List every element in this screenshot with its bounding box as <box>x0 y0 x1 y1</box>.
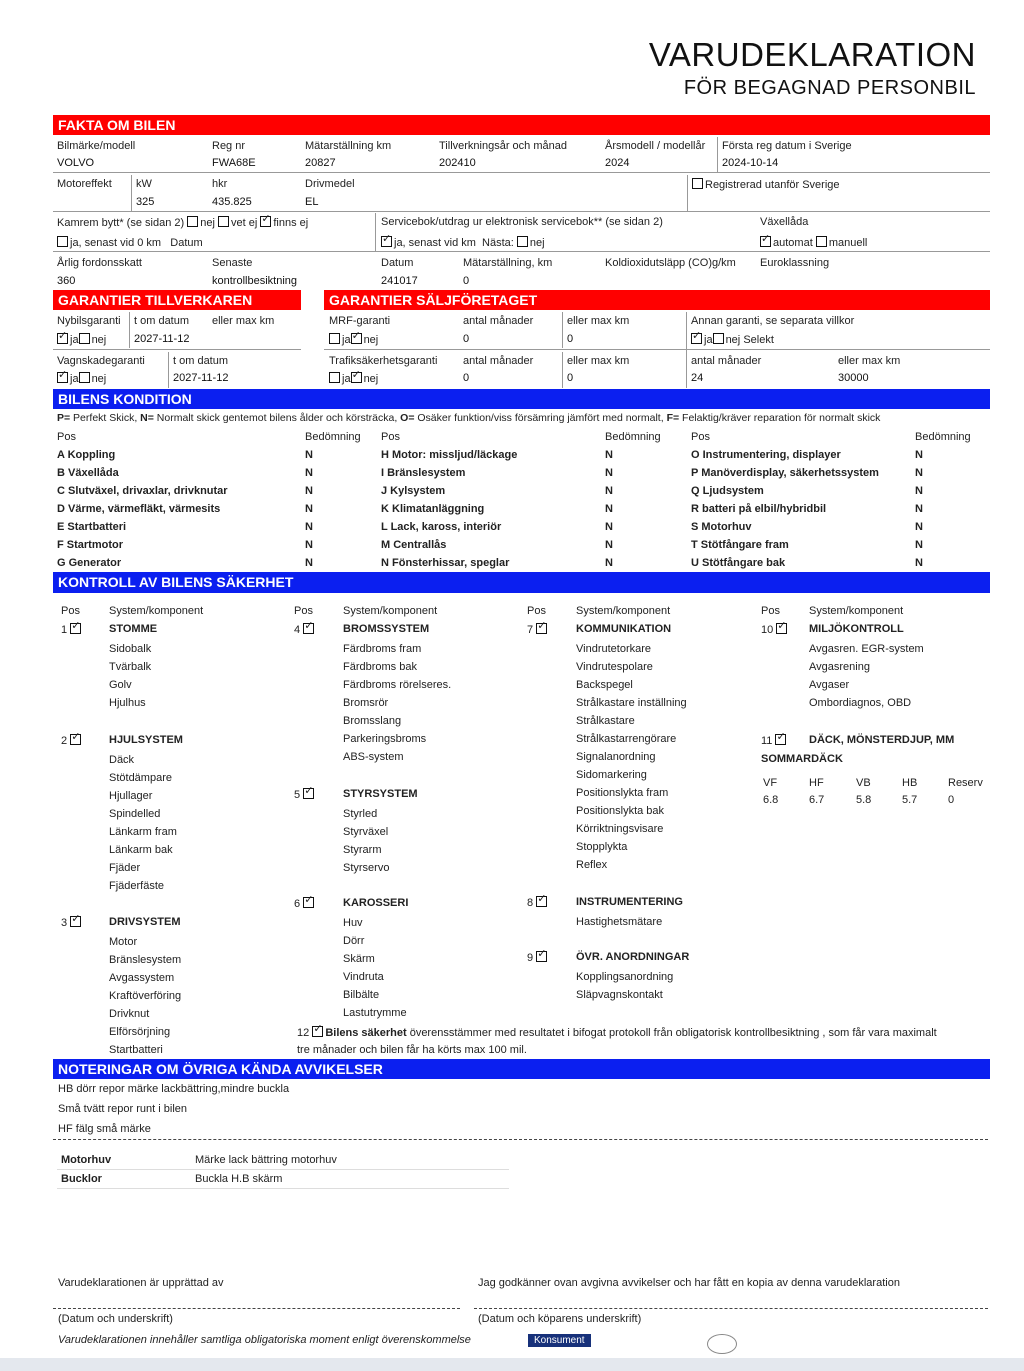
sakerhet-component: Hjulhus <box>109 697 146 709</box>
sakerhet-system-title: BROMSSYSTEM <box>343 623 430 635</box>
sakerhet-component: Backspegel <box>576 679 633 691</box>
sakerhet-component: Färdbroms rörelseres. <box>343 679 452 691</box>
kondition-item: P Manöverdisplay, säkerhetssystem <box>691 467 879 479</box>
notering-table-label-1: Motorhuv <box>61 1154 112 1166</box>
kondition-grade: N <box>305 449 313 461</box>
servicebok-nej-checkbox[interactable] <box>517 236 528 247</box>
sakerhet-sys-label: System/komponent <box>809 605 904 617</box>
kondition-item: H Motor: missljud/läckage <box>381 449 518 461</box>
mrf-nej-checkbox[interactable] <box>351 333 362 344</box>
sakerhet-pos-label: Pos <box>294 605 313 617</box>
kondition-grade: N <box>305 557 313 569</box>
tyre-col-label: VF <box>763 777 778 789</box>
kondition-legend: P= Perfekt Skick, N= Normalt skick gentemot bilens ålder och körsträcka, O= Osäker funktion/viss försämring jämfört med normalt, F= Felaktig/kräver reparation för normalt skick <box>57 412 881 424</box>
sakerhet-component: Drivknut <box>109 1008 150 1020</box>
kondition-item: J Kylsystem <box>381 485 446 497</box>
system-number: 7 <box>527 624 537 636</box>
label-annan-antal: antal månader <box>691 355 762 367</box>
kondition-item: F Startmotor <box>57 539 123 551</box>
kondition-item: M Centrallås <box>381 539 447 551</box>
kondition-item: O Instrumentering, displayer <box>691 449 841 461</box>
footer-sign-seller: (Datum och underskrift) <box>58 1313 173 1325</box>
sakerhet-component: Motor <box>109 936 138 948</box>
value-mrf-man: 0 <box>463 333 470 345</box>
sakerhet-component: Länkarm bak <box>109 844 173 856</box>
system-number: 6 <box>294 898 304 910</box>
sakerhet-component: Körriktningsvisare <box>576 823 664 835</box>
vagn-ja-nej: ✓ja nej <box>57 372 106 385</box>
sakerhet-component: Bränslesystem <box>109 954 182 966</box>
kondition-item: K Klimatanläggning <box>381 503 485 515</box>
sakerhet-component: Hjullager <box>109 790 153 802</box>
sakerhet-component: Skärm <box>343 953 375 965</box>
sakerhet-pos-label: Pos <box>527 605 546 617</box>
kondition-grade: N <box>605 467 613 479</box>
servicebok-row: ✓ja, senast vid km Nästa: nej <box>381 236 545 249</box>
system-checkbox[interactable] <box>776 623 787 634</box>
sakerhet-component: Kopplingsanordning <box>576 971 674 983</box>
system-checkbox[interactable] <box>303 897 314 908</box>
kondition-grade: N <box>605 449 613 461</box>
sakerhet-component: Styrarm <box>343 844 382 856</box>
kond-pos-1: Pos <box>57 431 76 443</box>
nybil-ja-checkbox[interactable] <box>57 333 68 344</box>
label-vagn-t-om: t om datum <box>173 355 229 367</box>
tyre-col-label: VB <box>856 777 871 789</box>
label-besikt-datum: Datum <box>381 257 414 269</box>
kondition-grade: N <box>915 503 923 515</box>
value-tillv: 202410 <box>439 157 476 169</box>
label-tillv: Tillverkningsår och månad <box>439 140 567 152</box>
kondition-grade: N <box>305 467 313 479</box>
trafik-ja-nej: ja✓ nej <box>329 372 378 385</box>
sakerhet-system-title: HJULSYSTEM <box>109 734 183 746</box>
kondition-item: D Värme, värmefläkt, värmesits <box>57 503 221 515</box>
footer-upprattad: Varudeklarationen är upprättad av <box>58 1277 224 1289</box>
sakerhet-component: Färdbroms fram <box>343 643 422 655</box>
label-motoreffekt: Motoreffekt <box>57 178 112 190</box>
sakerhet-component: Styrväxel <box>343 826 389 838</box>
system-checkbox[interactable] <box>70 916 81 927</box>
sakerhet-component: Stötdämpare <box>109 772 172 784</box>
kamrem-row: Kamrem bytt* (se sidan 2) nej vet ej ✓ finns ej <box>57 216 308 229</box>
value-trafik-km: 0 <box>567 372 574 384</box>
sakerhet-component: Styrled <box>343 808 378 820</box>
label-matar: Mätarställning km <box>305 140 392 152</box>
sakerhet-component: Stopplykta <box>576 841 628 853</box>
label-drivmedel: Drivmedel <box>305 178 355 190</box>
kondition-grade: N <box>605 539 613 551</box>
tyre-col-value: 0 <box>948 794 955 806</box>
trafik-nej-checkbox[interactable] <box>351 372 362 383</box>
sakerhet-system-title: STOMME <box>109 623 158 635</box>
footer-godkanner: Jag godkänner ovan avgivna avvikelser och har fått en kopia av denna varudeklaration <box>478 1277 900 1289</box>
sakerhet-component: Elförsörjning <box>109 1026 171 1038</box>
kondition-grade: N <box>915 485 923 497</box>
kondition-item: Q Ljudsystem <box>691 485 764 497</box>
value-matar: 20827 <box>305 157 336 169</box>
label-co2: Koldioxidutsläpp (CO)g/km <box>605 257 736 269</box>
section-sakerhet-heading: KONTROLL AV BILENS SÄKERHET <box>53 572 990 593</box>
kond-pos-2: Pos <box>381 431 400 443</box>
system-checkbox[interactable] <box>536 623 547 634</box>
value-fordonsskatt: 360 <box>57 275 76 287</box>
label-nybil-max-km: eller max km <box>212 315 275 327</box>
sakerhet-system-title: KOMMUNIKATION <box>576 623 672 635</box>
value-kw: 325 <box>136 196 155 208</box>
sakerhet-component: Huv <box>343 917 363 929</box>
tyre-col-value: 6.8 <box>763 794 779 806</box>
page-title: VARUDEKLARATION <box>648 36 976 73</box>
system-number: 3 <box>61 917 71 929</box>
sakerhet-system-number <box>761 623 789 636</box>
sakerhet-system-number <box>294 788 316 801</box>
kondition-item: L Lack, kaross, interiör <box>381 521 502 533</box>
sakerhet-component: Bilbälte <box>343 989 380 1001</box>
sakerhet-system-title: DÄCK, MÖNSTERDJUP, MM <box>809 734 955 746</box>
section-garantier-tillv-heading: GARANTIER TILLVERKAREN <box>53 290 301 310</box>
label-mrf: MRF-garanti <box>329 315 391 327</box>
sakerhet-system-number <box>294 897 316 910</box>
reg-utanfor-checkbox[interactable]: Registrerad utanför Sverige <box>692 178 840 191</box>
sakerhet-component: Ombordiagnos, OBD <box>809 697 912 709</box>
sakerhet-system-number <box>761 734 788 747</box>
value-kontrollbes: kontrollbesiktning <box>212 275 297 287</box>
nybil-nej-checkbox[interactable] <box>79 333 90 344</box>
section-fakta-heading: FAKTA OM BILEN <box>53 115 990 135</box>
label-regnr: Reg nr <box>212 140 246 152</box>
sakerhet-component: Sidobalk <box>109 643 152 655</box>
tyre-col-label: HB <box>902 777 918 789</box>
sakerhet-component: Kraftöverföring <box>109 990 182 1002</box>
value-besikt-matar: 0 <box>463 275 470 287</box>
sakerhet-component: Länkarm fram <box>109 826 177 838</box>
label-besikt-matar: Mätarställning, km <box>463 257 553 269</box>
sakerhet-system-title: INSTRUMENTERING <box>576 896 683 908</box>
sakerhet-component: Vindruta <box>343 971 384 983</box>
label-annan-garanti: Annan garanti, se separata villkor <box>691 315 855 327</box>
sakerhet-component: Parkeringsbroms <box>343 733 427 745</box>
label-annan-max-km: eller max km <box>838 355 901 367</box>
label-vaxellada: Växellåda <box>760 216 809 228</box>
kondition-item: E Startbatteri <box>57 521 127 533</box>
label-senaste: Senaste <box>212 257 253 269</box>
tyre-col-label: Reserv <box>948 777 983 789</box>
sakerhet-component: Färdbroms bak <box>343 661 417 673</box>
sakerhet-system-number <box>527 951 549 964</box>
sakerhet-system-number <box>527 623 549 636</box>
mrf-ja-checkbox[interactable] <box>329 333 340 344</box>
system-checkbox[interactable] <box>775 734 786 745</box>
annan-nej-checkbox[interactable] <box>713 333 724 344</box>
sakerhet-component: Vindrutespolare <box>576 661 653 673</box>
system-number: 2 <box>61 735 71 747</box>
system-checkbox[interactable] <box>536 896 547 907</box>
sakerhet-12-text2: tre månader och bilen får ha körts max 100 mil. <box>297 1044 527 1056</box>
kondition-grade: N <box>915 539 923 551</box>
sakerhet-12-checkbox[interactable] <box>312 1026 323 1037</box>
system-checkbox[interactable] <box>70 623 81 634</box>
label-hkr: hkr <box>212 178 228 190</box>
value-annan-km: 30000 <box>838 372 869 384</box>
sakerhet-component: Signalanordning <box>576 751 656 763</box>
sakerhet-component: Avgasren. EGR-system <box>809 643 924 655</box>
system-number: 9 <box>527 952 537 964</box>
sakerhet-system-title: KAROSSERI <box>343 897 409 909</box>
sakerhet-component: Startbatteri <box>109 1044 163 1056</box>
sakerhet-component: Reflex <box>576 859 608 871</box>
sakerhet-component: Avgasrening <box>809 661 870 673</box>
kondition-item: U Stötfångare bak <box>691 557 786 569</box>
tyre-subtitle: SOMMARDÄCK <box>761 753 843 765</box>
kondition-item: C Slutväxel, drivaxlar, drivknutar <box>57 485 228 497</box>
tyre-col-label: HF <box>809 777 824 789</box>
kondition-item: I Bränslesystem <box>381 467 466 479</box>
trafik-ja-checkbox[interactable] <box>329 372 340 383</box>
kondition-item: R batteri på elbil/hybridbil <box>691 503 827 515</box>
kondition-item: S Motorhuv <box>691 521 752 533</box>
kondition-item: B Växellåda <box>57 467 119 479</box>
kamrem-nej-checkbox[interactable] <box>187 216 198 227</box>
system-number: 5 <box>294 789 304 801</box>
kondition-grade: N <box>605 485 613 497</box>
sakerhet-component: Släpvagnskontakt <box>576 989 663 1001</box>
section-kondition-heading: BILENS KONDITION <box>53 389 990 409</box>
sakerhet-system-title: DRIVSYSTEM <box>109 916 181 928</box>
sakerhet-component: Dörr <box>343 935 365 947</box>
sakerhet-sys-label: System/komponent <box>343 605 438 617</box>
sakerhet-pos-label: Pos <box>761 605 780 617</box>
seal-icon <box>707 1334 737 1354</box>
kondition-grade: N <box>915 521 923 533</box>
kamrem-finns-ej-checkbox[interactable] <box>260 216 271 227</box>
system-checkbox[interactable] <box>303 788 314 799</box>
servicebok-ja-checkbox[interactable] <box>381 236 392 247</box>
value-hkr: 435.825 <box>212 196 252 208</box>
value-arsmodell: 2024 <box>605 157 630 169</box>
value-bilmarke: VOLVO <box>57 157 95 169</box>
vagn-nej-checkbox[interactable] <box>79 372 90 383</box>
kondition-grade: N <box>605 557 613 569</box>
system-checkbox[interactable] <box>70 734 81 745</box>
label-trafik-max-km: eller max km <box>567 355 630 367</box>
value-drivmedel: EL <box>305 196 319 208</box>
label-bilmarke: Bilmärke/modell <box>57 140 136 152</box>
kondition-grade: N <box>305 539 313 551</box>
system-number: 8 <box>527 897 537 909</box>
system-checkbox[interactable] <box>303 623 314 634</box>
kondition-grade: N <box>915 449 923 461</box>
value-forsta-reg: 2024-10-14 <box>722 157 779 169</box>
notering-table-text-1: Märke lack bättring motorhuv <box>195 1154 337 1166</box>
section-garantier-salj-heading: GARANTIER SÄLJFÖRETAGET <box>324 290 990 310</box>
kondition-grade: N <box>915 557 923 569</box>
sakerhet-component: Hastighetsmätare <box>576 916 663 928</box>
tyre-col-value: 6.7 <box>809 794 825 806</box>
kond-bed-2: Bedömning <box>605 431 661 443</box>
label-kw: kW <box>136 178 152 190</box>
kondition-grade: N <box>605 521 613 533</box>
system-checkbox[interactable] <box>536 951 547 962</box>
kondition-grade: N <box>305 485 313 497</box>
mrf-ja-nej: ja✓ nej <box>329 333 378 346</box>
label-nybil-t-om: t om datum <box>134 315 190 327</box>
label-euro: Euroklassning <box>760 257 830 269</box>
tyre-col-value: 5.7 <box>902 794 918 806</box>
system-number: 4 <box>294 624 304 636</box>
sakerhet-component: Positionslykta fram <box>576 787 669 799</box>
kondition-item: T Stötfångare fram <box>691 539 789 551</box>
sakerhet-component: Fjäder <box>109 862 141 874</box>
sakerhet-component: Lastutrymme <box>343 1007 407 1019</box>
sakerhet-component: Strålkastare inställning <box>576 697 687 709</box>
notering-table-text-2: Buckla H.B skärm <box>195 1173 283 1185</box>
bottom-toolbar <box>0 1358 1024 1371</box>
notering-line-1: HB dörr repor märke lackbättring,mindre buckla <box>58 1083 290 1095</box>
value-regnr: FWA68E <box>212 157 256 169</box>
system-number: 11 <box>761 735 776 747</box>
sakerhet-system-number <box>61 623 83 636</box>
sakerhet-system-number <box>294 623 316 636</box>
value-besikt-datum: 241017 <box>381 275 418 287</box>
value-nybil-date: 2027-11-12 <box>134 333 190 345</box>
sakerhet-component: Strålkastarrengörare <box>576 733 677 745</box>
label-trafik: Trafiksäkerhetsgaranti <box>329 355 438 367</box>
sakerhet-component: Spindelled <box>109 808 161 820</box>
notering-table-label-2: Bucklor <box>61 1173 102 1185</box>
sakerhet-component: Fjäderfäste <box>109 880 165 892</box>
sakerhet-component: Bromsslang <box>343 715 402 727</box>
label-arsmodell: Årsmodell / modellår <box>605 140 706 152</box>
label-vagnskadegaranti: Vagnskadegaranti <box>57 355 145 367</box>
nybil-ja-nej: ✓ja nej <box>57 333 106 346</box>
value-annan-man: 24 <box>691 372 704 384</box>
kondition-item: A Koppling <box>57 449 116 461</box>
label-nybilsgaranti: Nybilsgaranti <box>57 315 121 327</box>
kondition-grade: N <box>305 521 313 533</box>
sakerhet-pos-label: Pos <box>61 605 80 617</box>
tyre-col-value: 5.8 <box>856 794 872 806</box>
label-servicebok: Servicebok/utdrag ur elektronisk servicebok** (se sidan 2) <box>381 216 663 228</box>
kondition-grade: N <box>605 503 613 515</box>
sakerhet-component: Bromsrör <box>343 697 389 709</box>
sakerhet-system-number <box>61 734 83 747</box>
sakerhet-component: Däck <box>109 754 135 766</box>
kamrem-vet-ej-checkbox[interactable] <box>218 216 229 227</box>
kondition-item: G Generator <box>57 557 122 569</box>
sakerhet-12-row: 12 ✓ Bilens säkerhet överensstämmer med resultatet i bifogat protokoll från obligatorisk kontrollbesiktning , som får vara maximalt <box>297 1026 937 1039</box>
value-trafik-man: 0 <box>463 372 470 384</box>
annan-ja-nej: ✓ja nej Selekt <box>691 333 774 346</box>
kond-bed-1: Bedömning <box>305 431 361 443</box>
sakerhet-component: Tvärbalk <box>109 661 152 673</box>
value-vagn-date: 2027-11-12 <box>173 372 229 384</box>
annan-ja-checkbox[interactable] <box>691 333 702 344</box>
sakerhet-component: Avgassystem <box>109 972 175 984</box>
kamrem-ja-checkbox[interactable] <box>57 236 68 247</box>
sakerhet-component: Golv <box>109 679 132 691</box>
sakerhet-sys-label: System/komponent <box>576 605 671 617</box>
label-forsta-reg: Första reg datum i Sverige <box>722 140 852 152</box>
vaxellada-row: ✓automat manuell <box>760 236 867 249</box>
system-number: 1 <box>61 624 71 636</box>
footer-note: Varudeklarationen innehåller samtliga obligatoriska moment enligt överenskommelse <box>58 1334 471 1346</box>
sakerhet-system-title: ÖVR. ANORDNINGAR <box>576 951 690 963</box>
sakerhet-component: Sidomarkering <box>576 769 647 781</box>
label-mrf-antal: antal månader <box>463 315 534 327</box>
kond-bed-3: Bedömning <box>915 431 971 443</box>
label-trafik-antal: antal månader <box>463 355 534 367</box>
vagn-ja-checkbox[interactable] <box>57 372 68 383</box>
sakerhet-system-title: STYRSYSTEM <box>343 788 418 800</box>
sakerhet-system-number <box>527 896 549 909</box>
kond-pos-3: Pos <box>691 431 710 443</box>
system-number: 10 <box>761 624 777 636</box>
kondition-grade: N <box>305 503 313 515</box>
label-mrf-max-km: eller max km <box>567 315 630 327</box>
footer-sign-buyer: (Datum och köparens underskrift) <box>478 1313 642 1325</box>
sakerhet-component: Strålkastare <box>576 715 635 727</box>
sakerhet-component: Vindrutetorkare <box>576 643 652 655</box>
kondition-grade: N <box>915 467 923 479</box>
sakerhet-system-title: MILJÖKONTROLL <box>809 623 904 635</box>
page-subtitle: FÖR BEGAGNAD PERSONBIL <box>683 77 976 99</box>
checkbox-icon <box>692 178 703 189</box>
kamrem-ja-row: ja, senast vid 0 km Datum <box>57 236 203 249</box>
notering-line-3: HF fälg små märke <box>58 1123 151 1135</box>
automat-checkbox[interactable] <box>760 236 771 247</box>
manuell-checkbox[interactable] <box>816 236 827 247</box>
sakerhet-component: Styrservo <box>343 862 390 874</box>
sakerhet-system-number <box>61 916 83 929</box>
sakerhet-component: Positionslykta bak <box>576 805 665 817</box>
notering-line-2: Små tvätt repor runt i bilen <box>58 1103 188 1115</box>
sakerhet-sys-label: System/komponent <box>109 605 204 617</box>
label-fordonsskatt: Årlig fordonsskatt <box>57 257 142 269</box>
sakerhet-component: ABS-system <box>343 751 404 763</box>
sakerhet-component: Avgaser <box>809 679 850 691</box>
value-mrf-km: 0 <box>567 333 574 345</box>
kondition-item: N Fönsterhissar, speglar <box>381 557 510 569</box>
konsument-logo: Konsument <box>528 1334 591 1347</box>
section-noteringar-heading: NOTERINGAR OM ÖVRIGA KÄNDA AVVIKELSER <box>53 1059 990 1079</box>
